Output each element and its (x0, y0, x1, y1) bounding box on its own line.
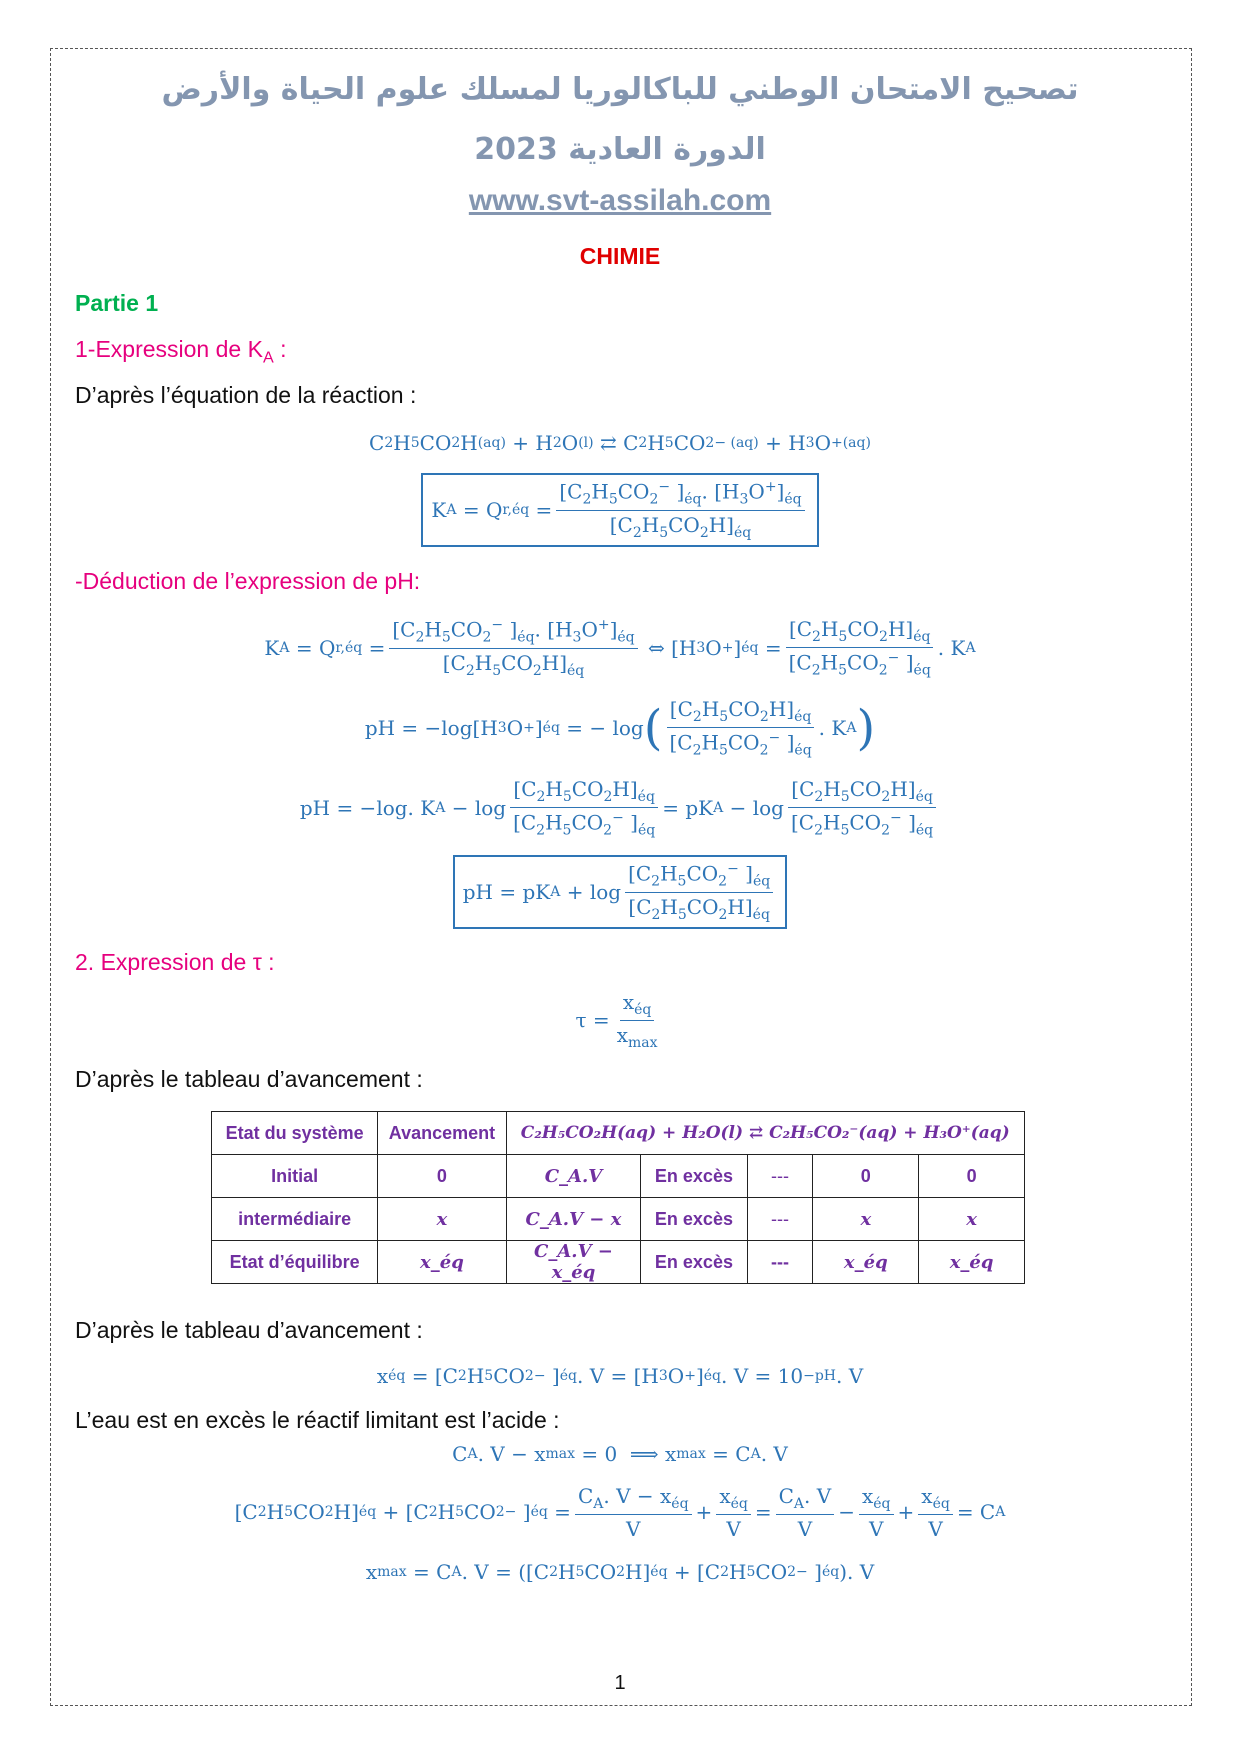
arabic-session: الدورة العادية 2023 (474, 132, 766, 167)
partie-title: Partie 1 (75, 290, 159, 316)
table-header-row (212, 1112, 1025, 1155)
table-row (212, 1241, 1025, 1284)
tau-formula: τ = $\frac{x_{éq}}{x_{max}}$ (575, 989, 658, 1051)
concentration-sum-formula: [C 2 H 5 CO 2 H] éq + [C 2 H 5 CO 2 − ] éq = $\frac{C_A. V - x_{éq}}{V}$ + $\frac{x_{éq}}{V}$ = $\frac{C_A. V}{V}$ − $\frac{x_{éq}}{V}$ + $\frac{x_{éq}}{V}$ = C A (234, 1483, 1006, 1541)
xeq-formula: x éq = [C 2 H 5 CO 2 − ] éq . V = [H 3 O + ] éq . V = 10 −pH . V (376, 1364, 864, 1388)
ka-deduction-formula: K A = Q r,éq = $\frac{[C_2H_5CO_2^- ]_{éq}. [H_3O^+]_{éq}}{[C_2H_5CO_2H]_{éq}}$ ⇔ [H 3 O + ] éq = $\frac{[C_2H_5CO_2H]_{éq}}{[C_2H_5CO_2^- ]_{éq}}$ . K A (264, 617, 976, 679)
cell-water: En excès (641, 1241, 747, 1284)
cell-adv: 0 (378, 1155, 506, 1198)
website-link[interactable]: www.svt-assilah.com (468, 184, 772, 217)
xmax-condition-formula: C A . V − x max = 0 ⟹ x max = C A . V (452, 1442, 788, 1466)
cell-acid: C_A.V − x (506, 1198, 641, 1241)
cell-water: En excès (641, 1198, 747, 1241)
text-limiting: L’eau est en excès le réactif limitant est l’acide : (75, 1407, 560, 1433)
page-number: 1 (614, 1672, 626, 1694)
cell-dash: --- (747, 1241, 813, 1284)
q2-heading: 2. Expression de τ : (75, 949, 275, 975)
ph-log-formula: pH = −log[H 3 O + ] éq = − log ( $\frac{[C_2H_5CO_2H]_{éq}}{[C_2H_5CO_2^- ]_{éq}}$ . K A ) (364, 697, 876, 759)
avancement-table (211, 1111, 1025, 1284)
cell-base: x_éq (813, 1241, 919, 1284)
cell-base: 0 (813, 1155, 919, 1198)
cell-base: x (813, 1198, 919, 1241)
cell-h3o: x_éq (919, 1241, 1025, 1284)
cell-adv: x_éq (378, 1241, 506, 1284)
cell-state: Etat d’équilibre (212, 1241, 378, 1284)
cell-h3o: x (919, 1198, 1025, 1241)
cell-acid: C_A.V (506, 1155, 641, 1198)
cell-dash: --- (747, 1155, 813, 1198)
cell-h3o: 0 (919, 1155, 1025, 1198)
cell-state: intermédiaire (212, 1198, 378, 1241)
cell-water: En excès (641, 1155, 747, 1198)
reaction-equation: C 2 H 5 CO 2 H (aq) + H 2 O (l) ⇄ C 2 H 5 CO 2 − (aq) + H 3 O + (aq) (369, 431, 871, 455)
ph-boxed-formula: pH = pK A + log $\frac{[C_2H_5CO_2^- ]_{éq}}{[C_2H_5CO_2H]_{éq}}$ (0, 852, 1240, 932)
subject-title: CHIMIE (579, 243, 661, 269)
text-table-after: D’après le tableau d’avancement : (75, 1317, 423, 1343)
q1-heading: 1-Expression de $K_A$ : (75, 336, 287, 367)
header-equation: C₂H₅CO₂H(aq) + H₂O(l) ⇄ C₂H₅CO₂⁻(aq) + H₃O⁺(aq) (506, 1112, 1024, 1155)
arabic-title: تصحيح الامتحان الوطني للباكالوريا لمسلك علوم الحياة والأرض (161, 72, 1079, 107)
cell-adv: x (378, 1198, 506, 1241)
cell-acid: C_A.V − x_éq (506, 1241, 641, 1284)
deduction-heading: -Déduction de l’expression de pH: (75, 568, 421, 594)
cell-state: Initial (212, 1155, 378, 1198)
ph-pka-formula: pH = −log. K A − log $\frac{[C_2H_5CO_2H]_{éq}}{[C_2H_5CO_2^- ]_{éq}}$ = pK A − log $\frac{[C_2H_5CO_2H]_{éq}}{[C_2H_5CO_2^- ]_{éq}}$ (0, 768, 1240, 848)
text-equation: D’après l’équation de la réaction : (75, 382, 417, 408)
table-row (212, 1198, 1025, 1241)
header-advancement: Avancement (378, 1112, 506, 1155)
header-state: Etat du système (212, 1112, 378, 1155)
text-table-intro: D’après le tableau d’avancement : (75, 1066, 423, 1092)
xmax-final-formula: x max = C A . V = ([C 2 H 5 CO 2 H] éq + [C 2 H 5 CO 2 − ] éq ). V (365, 1560, 875, 1584)
table-row (212, 1155, 1025, 1198)
cell-dash: --- (747, 1198, 813, 1241)
ka-boxed-formula: K A = Q r,éq = $\frac{[C_2H_5CO_2^- ]_{éq}. [H_3O^+]_{éq}}{[C_2H_5CO_2H]_{éq}}$ (0, 470, 1240, 550)
